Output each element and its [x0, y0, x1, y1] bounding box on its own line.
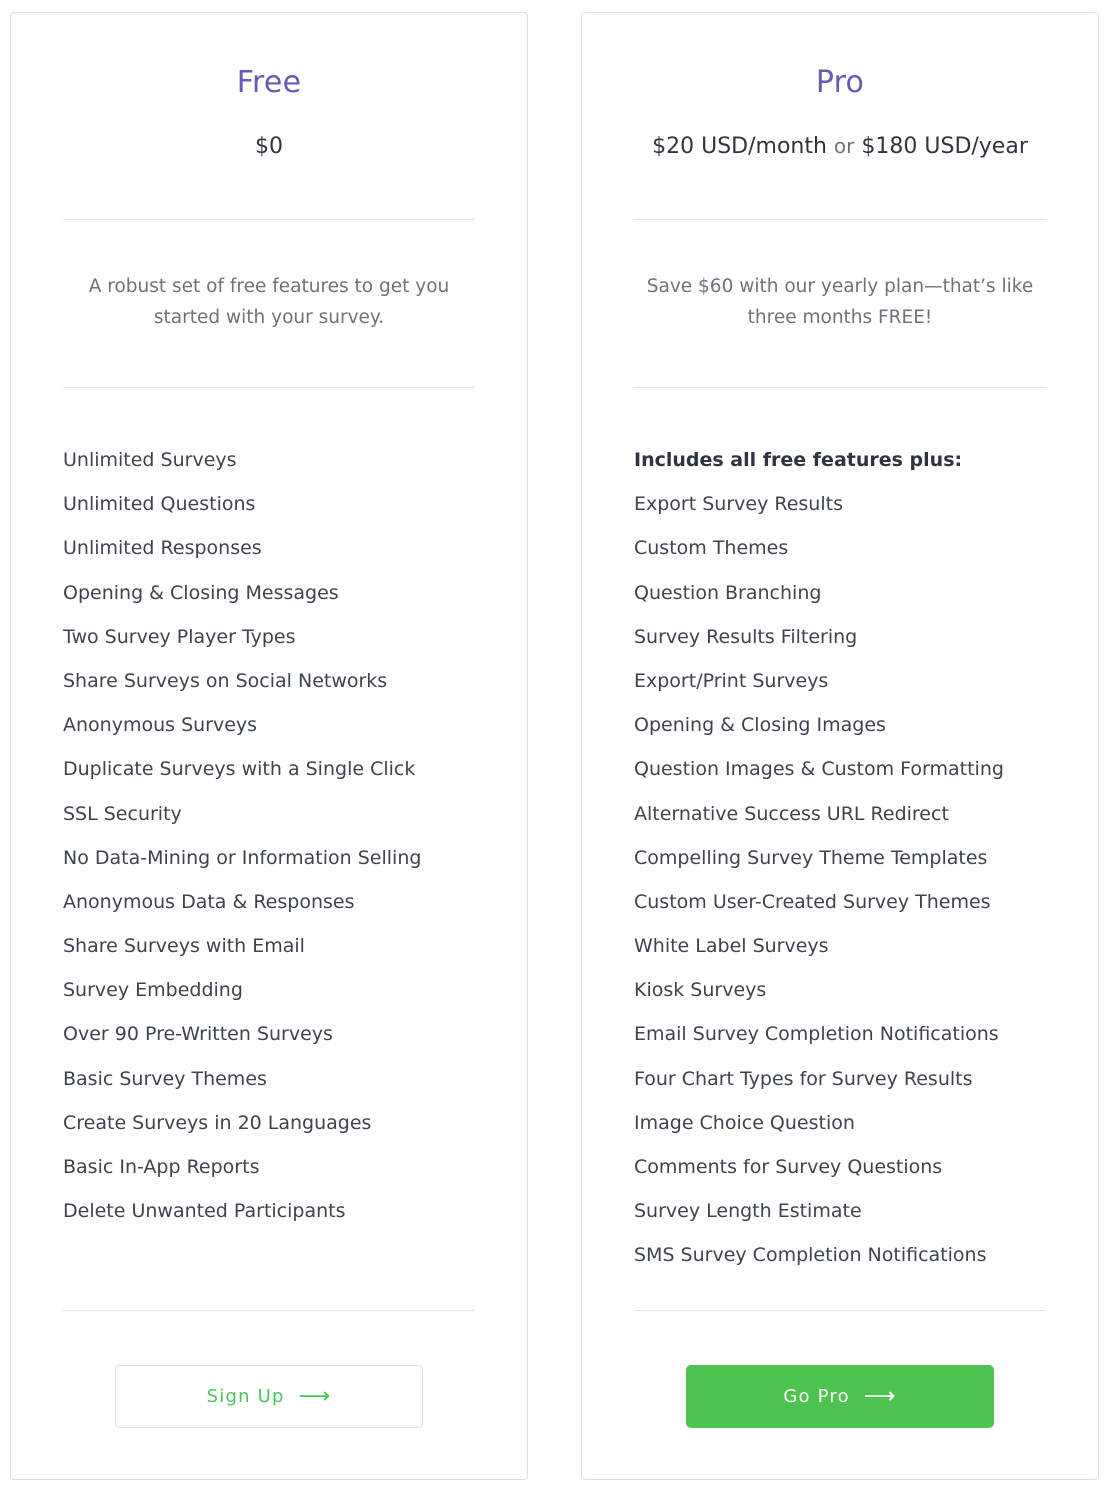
feature-item: Share Surveys with Email	[63, 935, 305, 958]
feature-list	[634, 438, 1078, 1278]
feature-item: SMS Survey Completion Notifications	[634, 1244, 987, 1267]
feature-item: White Label Surveys	[634, 935, 829, 958]
feature-item: Export Survey Results	[634, 493, 843, 516]
feature-item: Alternative Success URL Redirect	[634, 802, 949, 825]
plan-description: A robust set of free features to get you started with your survey.	[88, 276, 450, 328]
feature-item: Create Surveys in 20 Languages	[63, 1111, 372, 1134]
divider	[63, 387, 475, 388]
feature-item: Unlimited Responses	[63, 537, 262, 560]
plan-price: $0	[255, 134, 283, 159]
go-pro-button[interactable]	[686, 1365, 994, 1428]
feature-item: Over 90 Pre-Written Surveys	[63, 1023, 333, 1046]
divider	[634, 219, 1046, 220]
plan-name: Free	[236, 65, 302, 100]
feature-item: Two Survey Player Types	[63, 625, 296, 648]
go-pro-button-label: Go Pro	[783, 1386, 850, 1407]
arrow-right-icon: ⟶	[298, 1383, 332, 1409]
feature-item: Delete Unwanted Participants	[63, 1200, 346, 1223]
plan-description: Save $60 with our yearly plan—that’s like three months FREE!	[646, 276, 1034, 328]
feature-item: Compelling Survey Theme Templates	[634, 846, 988, 869]
feature-item: Custom User-Created Survey Themes	[634, 890, 991, 913]
plan-price	[582, 134, 1098, 159]
feature-item: Opening & Closing Images	[634, 714, 886, 737]
pro-plan-card	[581, 12, 1099, 1480]
feature-item: Custom Themes	[634, 537, 789, 560]
divider	[63, 219, 475, 220]
feature-item: Survey Length Estimate	[634, 1200, 862, 1223]
feature-item: Unlimited Surveys	[63, 449, 237, 471]
feature-item: Basic In-App Reports	[63, 1156, 260, 1178]
divider	[634, 387, 1046, 388]
price-or: or	[833, 134, 855, 158]
feature-item: Comments for Survey Questions	[634, 1156, 943, 1178]
feature-item: Question Images & Custom Formatting	[634, 758, 1004, 781]
feature-item: Question Branching	[634, 581, 822, 604]
features-heading: Includes all free features plus:	[634, 449, 963, 471]
feature-item: Image Choice Question	[634, 1111, 855, 1134]
feature-item: Kiosk Surveys	[634, 979, 767, 1002]
free-plan-card	[10, 12, 528, 1480]
sign-up-button[interactable]	[115, 1365, 423, 1428]
feature-item: Anonymous Data & Responses	[63, 890, 355, 913]
feature-item: Basic Survey Themes	[63, 1067, 267, 1090]
feature-item: Email Survey Completion Notifications	[634, 1023, 999, 1046]
divider	[634, 1310, 1046, 1311]
feature-item: Share Surveys on Social Networks	[63, 669, 388, 692]
feature-item: Unlimited Questions	[63, 493, 256, 516]
feature-item: Four Chart Types for Survey Results	[634, 1067, 973, 1090]
sign-up-button-label: Sign Up	[206, 1386, 285, 1407]
feature-item: Export/Print Surveys	[634, 669, 829, 692]
arrow-right-icon: ⟶	[863, 1383, 897, 1409]
feature-item: No Data-Mining or Information Selling	[63, 846, 422, 869]
feature-item: Survey Results Filtering	[634, 625, 858, 648]
divider	[63, 1310, 475, 1311]
price-monthly: $20 USD/month	[652, 134, 827, 159]
feature-item: Opening & Closing Messages	[63, 581, 339, 604]
feature-item: Anonymous Surveys	[63, 714, 258, 737]
feature-item: Duplicate Surveys with a Single Click	[63, 758, 416, 781]
plan-name: Pro	[815, 65, 865, 100]
feature-item: SSL Security	[63, 802, 182, 825]
price-yearly: $180 USD/year	[861, 134, 1028, 159]
feature-list	[63, 438, 507, 1233]
feature-item: Survey Embedding	[63, 979, 243, 1002]
